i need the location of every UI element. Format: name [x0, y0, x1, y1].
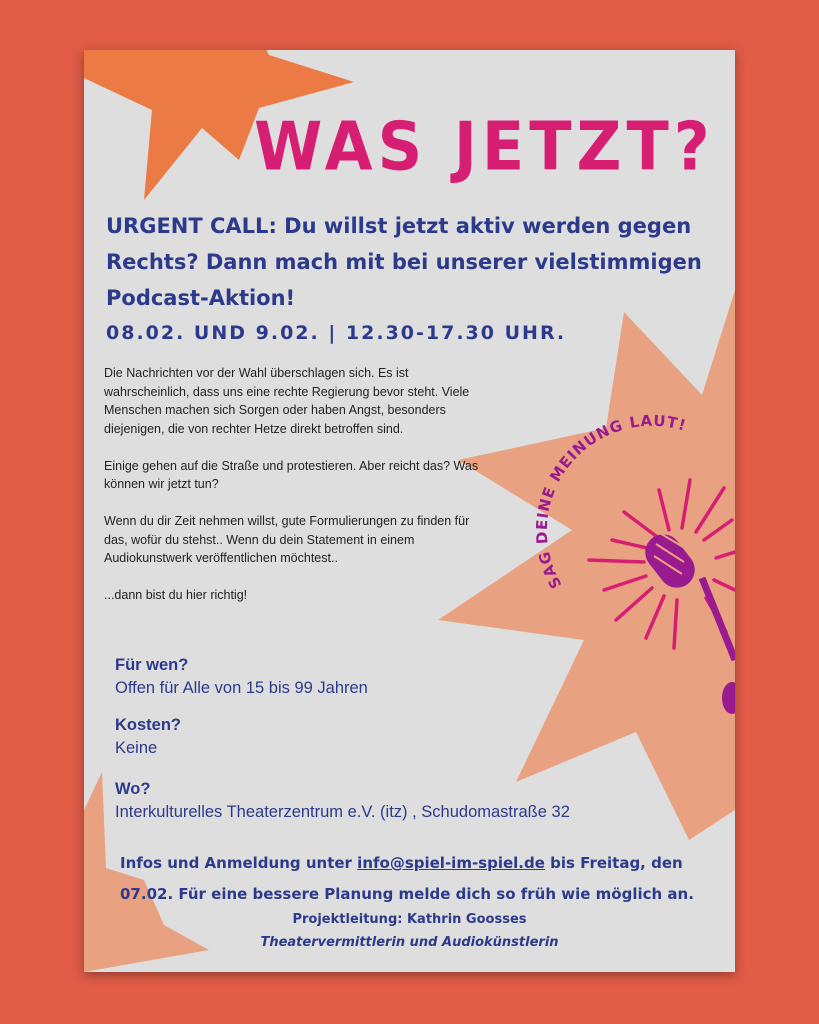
for-whom-label: Für wen? — [115, 656, 189, 674]
costs-label: Kosten? — [115, 716, 181, 734]
body-text — [104, 364, 484, 623]
costs-value: Keine — [115, 739, 158, 757]
paragraph: Die Nachrichten vor der Wahl überschlagen sich. Es ist wahrscheinlich, dass uns eine rechte Regierung bevor steht. Viele Menschen machen sich Sorgen oder haben Angst, besonders diejenigen, die von rechter Hetze direkt betroffen sind. — [104, 366, 470, 436]
where-value: Interkulturelles Theaterzentrum e.V. (itz) , Schudomastraße 32 — [115, 803, 570, 821]
project-lead-role: Theatervermittlerin und Audiokünstlerin — [260, 935, 559, 950]
paragraph: ...dann bist du hier richtig! — [104, 588, 248, 602]
paragraph: Wenn du dir Zeit nehmen willst, gute Formulierungen zu finden für das, wofür du stehst.. Wenn du dein Statement in einem Audiokunstwerk veröffentlichen möchtest.. — [104, 514, 470, 565]
event-dates: 08.02. UND 9.02. | 12.30-17.30 UHR. — [106, 322, 567, 344]
costs-section — [115, 714, 675, 760]
contact-info — [120, 848, 720, 910]
for-whom-section — [115, 654, 675, 700]
urgent-call-heading: URGENT CALL: Du willst jetzt aktiv werden gegen Rechts? Dann mach mit bei unserer vielstimmigen Podcast-Aktion! — [106, 214, 702, 310]
badge-arc-text: SAG DEINE MEINUNG LAUT! — [532, 411, 689, 592]
where-section — [115, 778, 675, 824]
contact-suffix: bis Freitag, den 07.02. Für eine bessere Planung melde dich so früh wie möglich an. — [120, 854, 694, 903]
contact-prefix: Infos und Anmeldung unter — [120, 854, 358, 872]
paragraph: Einige gehen auf die Straße und protestieren. Aber reicht das? Was können wir jetzt tun? — [104, 458, 479, 491]
where-label: Wo? — [115, 780, 151, 798]
poster — [84, 50, 735, 972]
project-lead: Projektleitung: Kathrin Goosses — [292, 912, 527, 927]
email-link[interactable]: info@spiel-im-spiel.de — [357, 854, 545, 872]
headline: WAS JETZT? — [254, 107, 715, 186]
for-whom-value: Offen für Alle von 15 bis 99 Jahren — [115, 679, 368, 697]
